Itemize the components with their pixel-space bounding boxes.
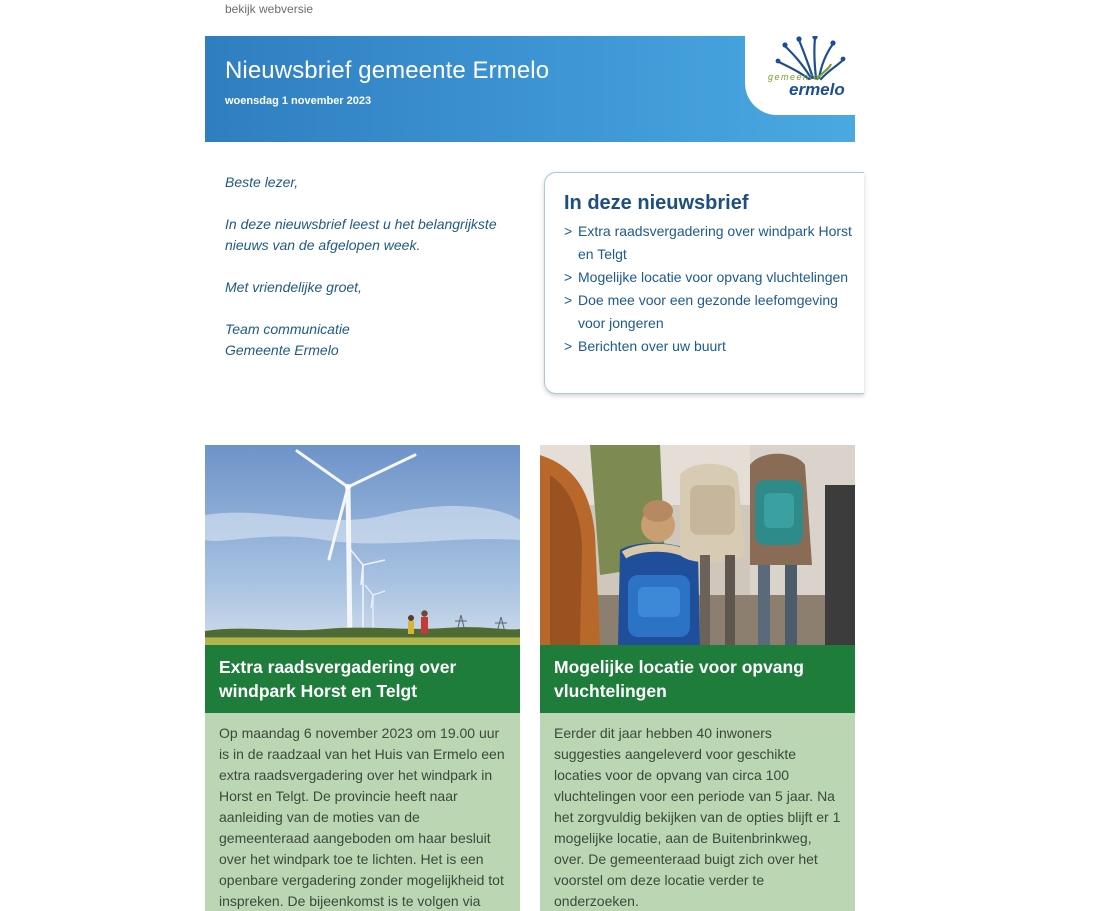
article-text: Op maandag 6 november 2023 om 19.00 uur is in de raadzaal van het Huis van Ermelo een extra raadsvergadering over het windpark in Horst en Telgt. De provincie heeft naar aanleiding van de moties van de gemeenteraad aangeboden om haar besluit over het windpark toe te lichten. Het is een openbare vergadering zonder mogelijkheid tot inspreken. De bijeenkomst is te volgen via bbox=[219, 725, 505, 909]
intro-team: Team communicatie bbox=[225, 321, 350, 337]
toc-item-buurt[interactable] bbox=[564, 335, 854, 358]
newsletter bbox=[205, 0, 855, 911]
article-title-bar[interactable] bbox=[540, 645, 855, 713]
logo-text-gemeente: gemeente bbox=[768, 72, 821, 82]
toc-item-label: Extra raadsvergadering over windpark Horst en Telgt bbox=[578, 223, 852, 262]
toc-list bbox=[564, 220, 854, 358]
toc-item-vluchtelingen[interactable] bbox=[564, 266, 854, 289]
toc-item-label: Berichten over uw buurt bbox=[578, 338, 726, 354]
newsletter-header bbox=[205, 36, 855, 142]
article-body bbox=[205, 713, 520, 911]
toc-item-label: Doe mee voor een gezonde leefomgeving voor jongeren bbox=[578, 292, 838, 331]
intro-closing: Met vriendelijke groet, bbox=[225, 279, 362, 295]
windmill-photo[interactable] bbox=[205, 445, 520, 645]
article-title-bar[interactable] bbox=[205, 645, 520, 713]
article-windpark bbox=[205, 445, 520, 911]
chevron-right-icon: > bbox=[564, 292, 573, 308]
article-body bbox=[540, 713, 855, 911]
gemeente-ermelo-logo[interactable] bbox=[745, 36, 855, 115]
intro-greeting: Beste lezer, bbox=[225, 174, 299, 190]
intro-text bbox=[225, 172, 525, 361]
newsletter-title: Nieuwsbrief gemeente Ermelo bbox=[225, 57, 550, 84]
chevron-right-icon: > bbox=[564, 223, 573, 239]
refugees-photo[interactable] bbox=[540, 445, 855, 645]
intro-body: In deze nieuwsbrief leest u het belangrijkste nieuws van de afgelopen week. bbox=[225, 216, 497, 253]
newsletter-date: woensdag 1 november 2023 bbox=[225, 95, 372, 107]
article-text: Eerder dit jaar hebben 40 inwoners suggesties aangeleverd voor geschikte locaties voor de opvang van circa 100 vluchtelingen voor een periode van 5 jaar. Na het zorgvuldig bekijken van de opties blijft er 1 mogelijke locatie, aan de Buitenbrinkweg, over. De gemeenteraad buigt zich over het voorstel om deze locatie verder te onderzoeken. bbox=[554, 725, 841, 909]
toc-item-windpark[interactable] bbox=[564, 220, 854, 266]
toc-title: In deze nieuwsbrief bbox=[564, 192, 749, 214]
chevron-right-icon: > bbox=[564, 338, 573, 354]
webversie-link[interactable]: bekijk webversie bbox=[225, 2, 314, 16]
article-title: Mogelijke locatie voor opvang vluchtelingen bbox=[554, 657, 804, 701]
article-title: Extra raadsvergadering over windpark Horst en Telgt bbox=[219, 657, 457, 701]
table-of-contents bbox=[544, 172, 864, 394]
article-vluchtelingen bbox=[540, 445, 855, 911]
chevron-right-icon: > bbox=[564, 269, 573, 285]
toc-item-jongeren[interactable] bbox=[564, 289, 854, 335]
logo-text-ermelo: ermelo bbox=[789, 80, 845, 99]
intro-org: Gemeente Ermelo bbox=[225, 342, 339, 358]
toc-item-label: Mogelijke locatie voor opvang vluchtelingen bbox=[578, 269, 849, 285]
